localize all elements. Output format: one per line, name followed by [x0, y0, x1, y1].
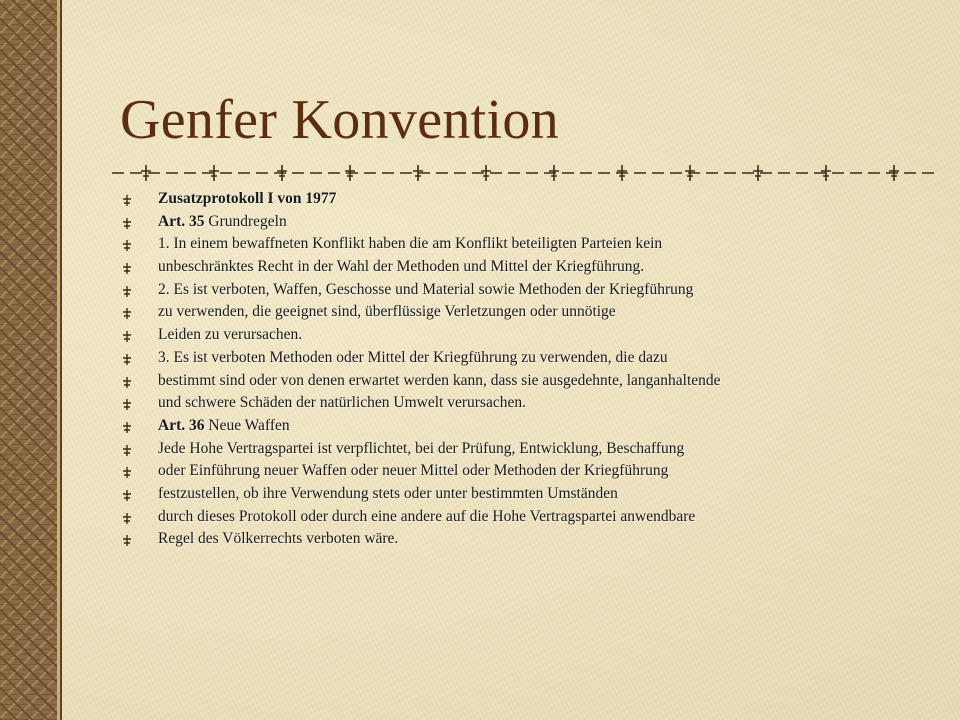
bullet-icon — [122, 490, 132, 501]
bullet-bold-text: Zusatzprotokoll I von 1977 — [158, 190, 337, 207]
bullet-item — [120, 528, 940, 551]
bullet-icon — [122, 445, 132, 456]
bullet-icon — [122, 354, 132, 365]
bullet-item — [120, 211, 940, 234]
bullet-icon — [122, 399, 132, 410]
bullet-icon — [122, 377, 132, 388]
bullet-icon — [122, 263, 132, 274]
bullet-item — [120, 256, 940, 279]
bullet-list — [120, 188, 940, 551]
bullet-item — [120, 506, 940, 529]
bullet-text: Neue Waffen — [204, 416, 290, 434]
bullet-text: Leiden zu verursachen. — [158, 326, 303, 344]
decorative-side-border — [0, 0, 62, 720]
bullet-item — [120, 279, 940, 302]
bullet-item — [120, 392, 940, 415]
bullet-bold-text: Art. 36 — [158, 416, 205, 434]
bullet-icon — [122, 513, 132, 524]
bullet-icon — [122, 535, 132, 546]
bullet-bold-text: Art. 35 — [158, 212, 205, 230]
bullet-item — [120, 438, 940, 461]
bullet-item — [120, 324, 940, 347]
bullet-icon — [122, 218, 132, 229]
bullet-icon — [122, 331, 132, 342]
bullet-text: 1. In einem bewaffneten Konflikt haben die am Konflikt beteiligten Parteien kein — [158, 235, 663, 253]
slide-title: Genfer Konvention — [120, 89, 559, 151]
bullet-item — [120, 347, 940, 370]
bullet-icon — [122, 308, 132, 319]
bullet-text: unbeschränktes Recht in der Wahl der Methoden und Mittel der Kriegführung. — [158, 258, 645, 276]
bullet-item — [120, 415, 940, 438]
bullet-text: und schwere Schäden der natürlichen Umwelt verursachen. — [158, 394, 526, 412]
bullet-text: Grundregeln — [204, 212, 287, 230]
bullet-text: durch dieses Protokoll oder durch eine andere auf die Hohe Vertragspartei anwendbare — [158, 507, 696, 525]
bullet-text: Regel des Völkerrechts verboten wäre. — [158, 530, 399, 548]
bullet-text: bestimmt sind oder von denen erwartet werden kann, dass sie ausgedehnte, langanhaltende — [158, 371, 721, 389]
title-divider — [112, 162, 934, 182]
bullet-icon — [122, 467, 132, 478]
bullet-icon — [122, 422, 132, 433]
bullet-icon — [122, 195, 132, 206]
bullet-item — [120, 233, 940, 256]
bullet-item — [120, 370, 940, 393]
bullet-icon — [122, 240, 132, 251]
bullet-item — [120, 460, 940, 483]
bullet-text: 3. Es ist verboten Methoden oder Mittel der Kriegführung zu verwenden, die dazu — [158, 348, 668, 366]
bullet-item — [120, 483, 940, 506]
bullet-item — [120, 188, 940, 211]
bullet-text: oder Einführung neuer Waffen oder neuer Mittel oder Methoden der Kriegführung — [158, 462, 669, 480]
bullet-item — [120, 301, 940, 324]
bullet-text: zu verwenden, die geeignet sind, überflüssige Verletzungen oder unnötige — [158, 303, 616, 321]
bullet-text: Jede Hohe Vertragspartei ist verpflichtet, bei der Prüfung, Entwicklung, Beschaffung — [158, 439, 685, 457]
bullet-text: 2. Es ist verboten, Waffen, Geschosse und Material sowie Methoden der Kriegführung — [158, 280, 694, 298]
bullet-text: festzustellen, ob ihre Verwendung stets oder unter bestimmten Umständen — [158, 484, 618, 502]
bullet-icon — [122, 286, 132, 297]
